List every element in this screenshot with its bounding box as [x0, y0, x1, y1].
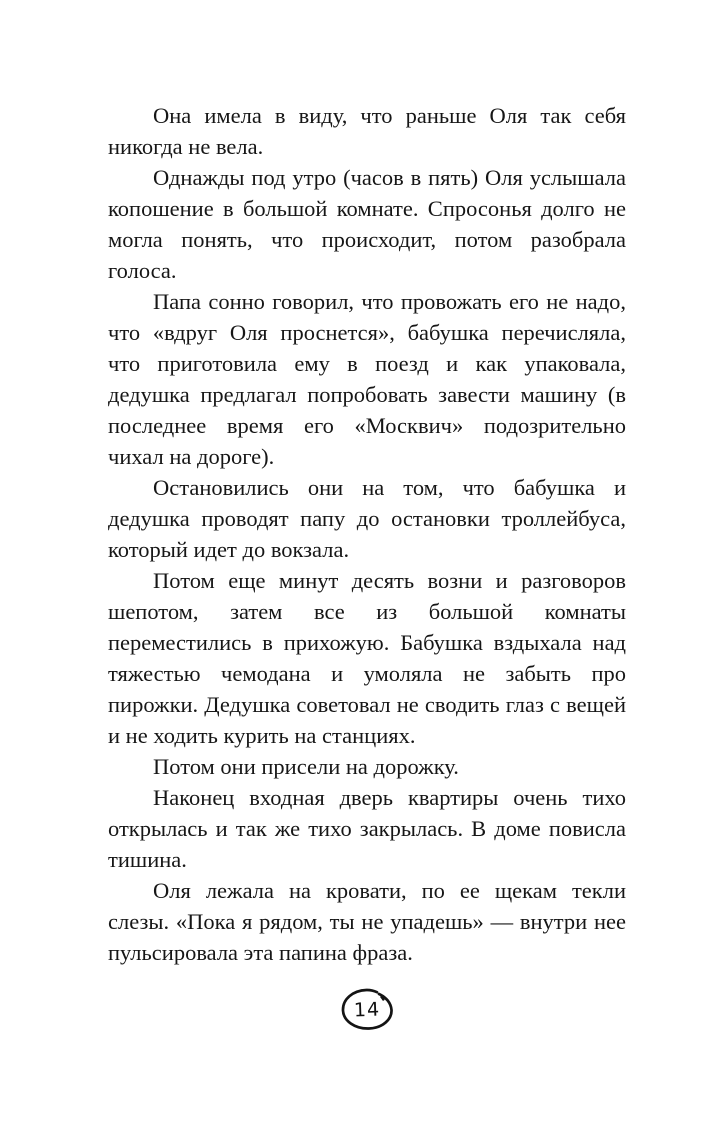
page-number: 14: [353, 998, 381, 1022]
paragraph: Оля лежала на кровати, по ее щекам текли слезы. «Пока я рядом, ты не упадешь» — внутри нее пульсировала эта папина фраза.: [108, 878, 626, 965]
paragraph: Потом еще минут десять возни и разговоров шепотом, затем все из большой комнаты переместились в прихожую. Бабушка вздыхала над тяжестью чемодана и умоляла не забыть про пирожки. Дедушка советовал не сводить глаз с вещей и не ходить курить на станциях.: [108, 568, 626, 748]
paragraph: Папа сонно говорил, что провожать его не надо, что «вдруг Оля проснется», бабушка перечисляла, что приготовила ему в поезд и как упаковала, дедушка предлагал попробовать завести машину (в последнее время его «Москвич» подозрительно чихал на дороге).: [108, 289, 626, 469]
paragraph: Однажды под утро (часов в пять) Оля услышала копошение в большой комнате. Спросонья долго не могла понять, что происходит, потом разобрала голоса.: [108, 165, 626, 283]
paragraph: Потом они присели на дорожку.: [153, 754, 459, 779]
page-footer: [108, 986, 626, 1036]
paragraph: Наконец входная дверь квартиры очень тихо открылась и так же тихо закрылась. В доме повисла тишина.: [108, 785, 626, 872]
paragraph: Она имела в виду, что раньше Оля так себя никогда не вела.: [108, 103, 626, 159]
paragraph: Остановились они на том, что бабушка и дедушка проводят папу до остановки троллейбуса, который идет до вокзала.: [108, 475, 626, 562]
page-text: [108, 100, 626, 968]
page-number-badge: [339, 986, 395, 1036]
